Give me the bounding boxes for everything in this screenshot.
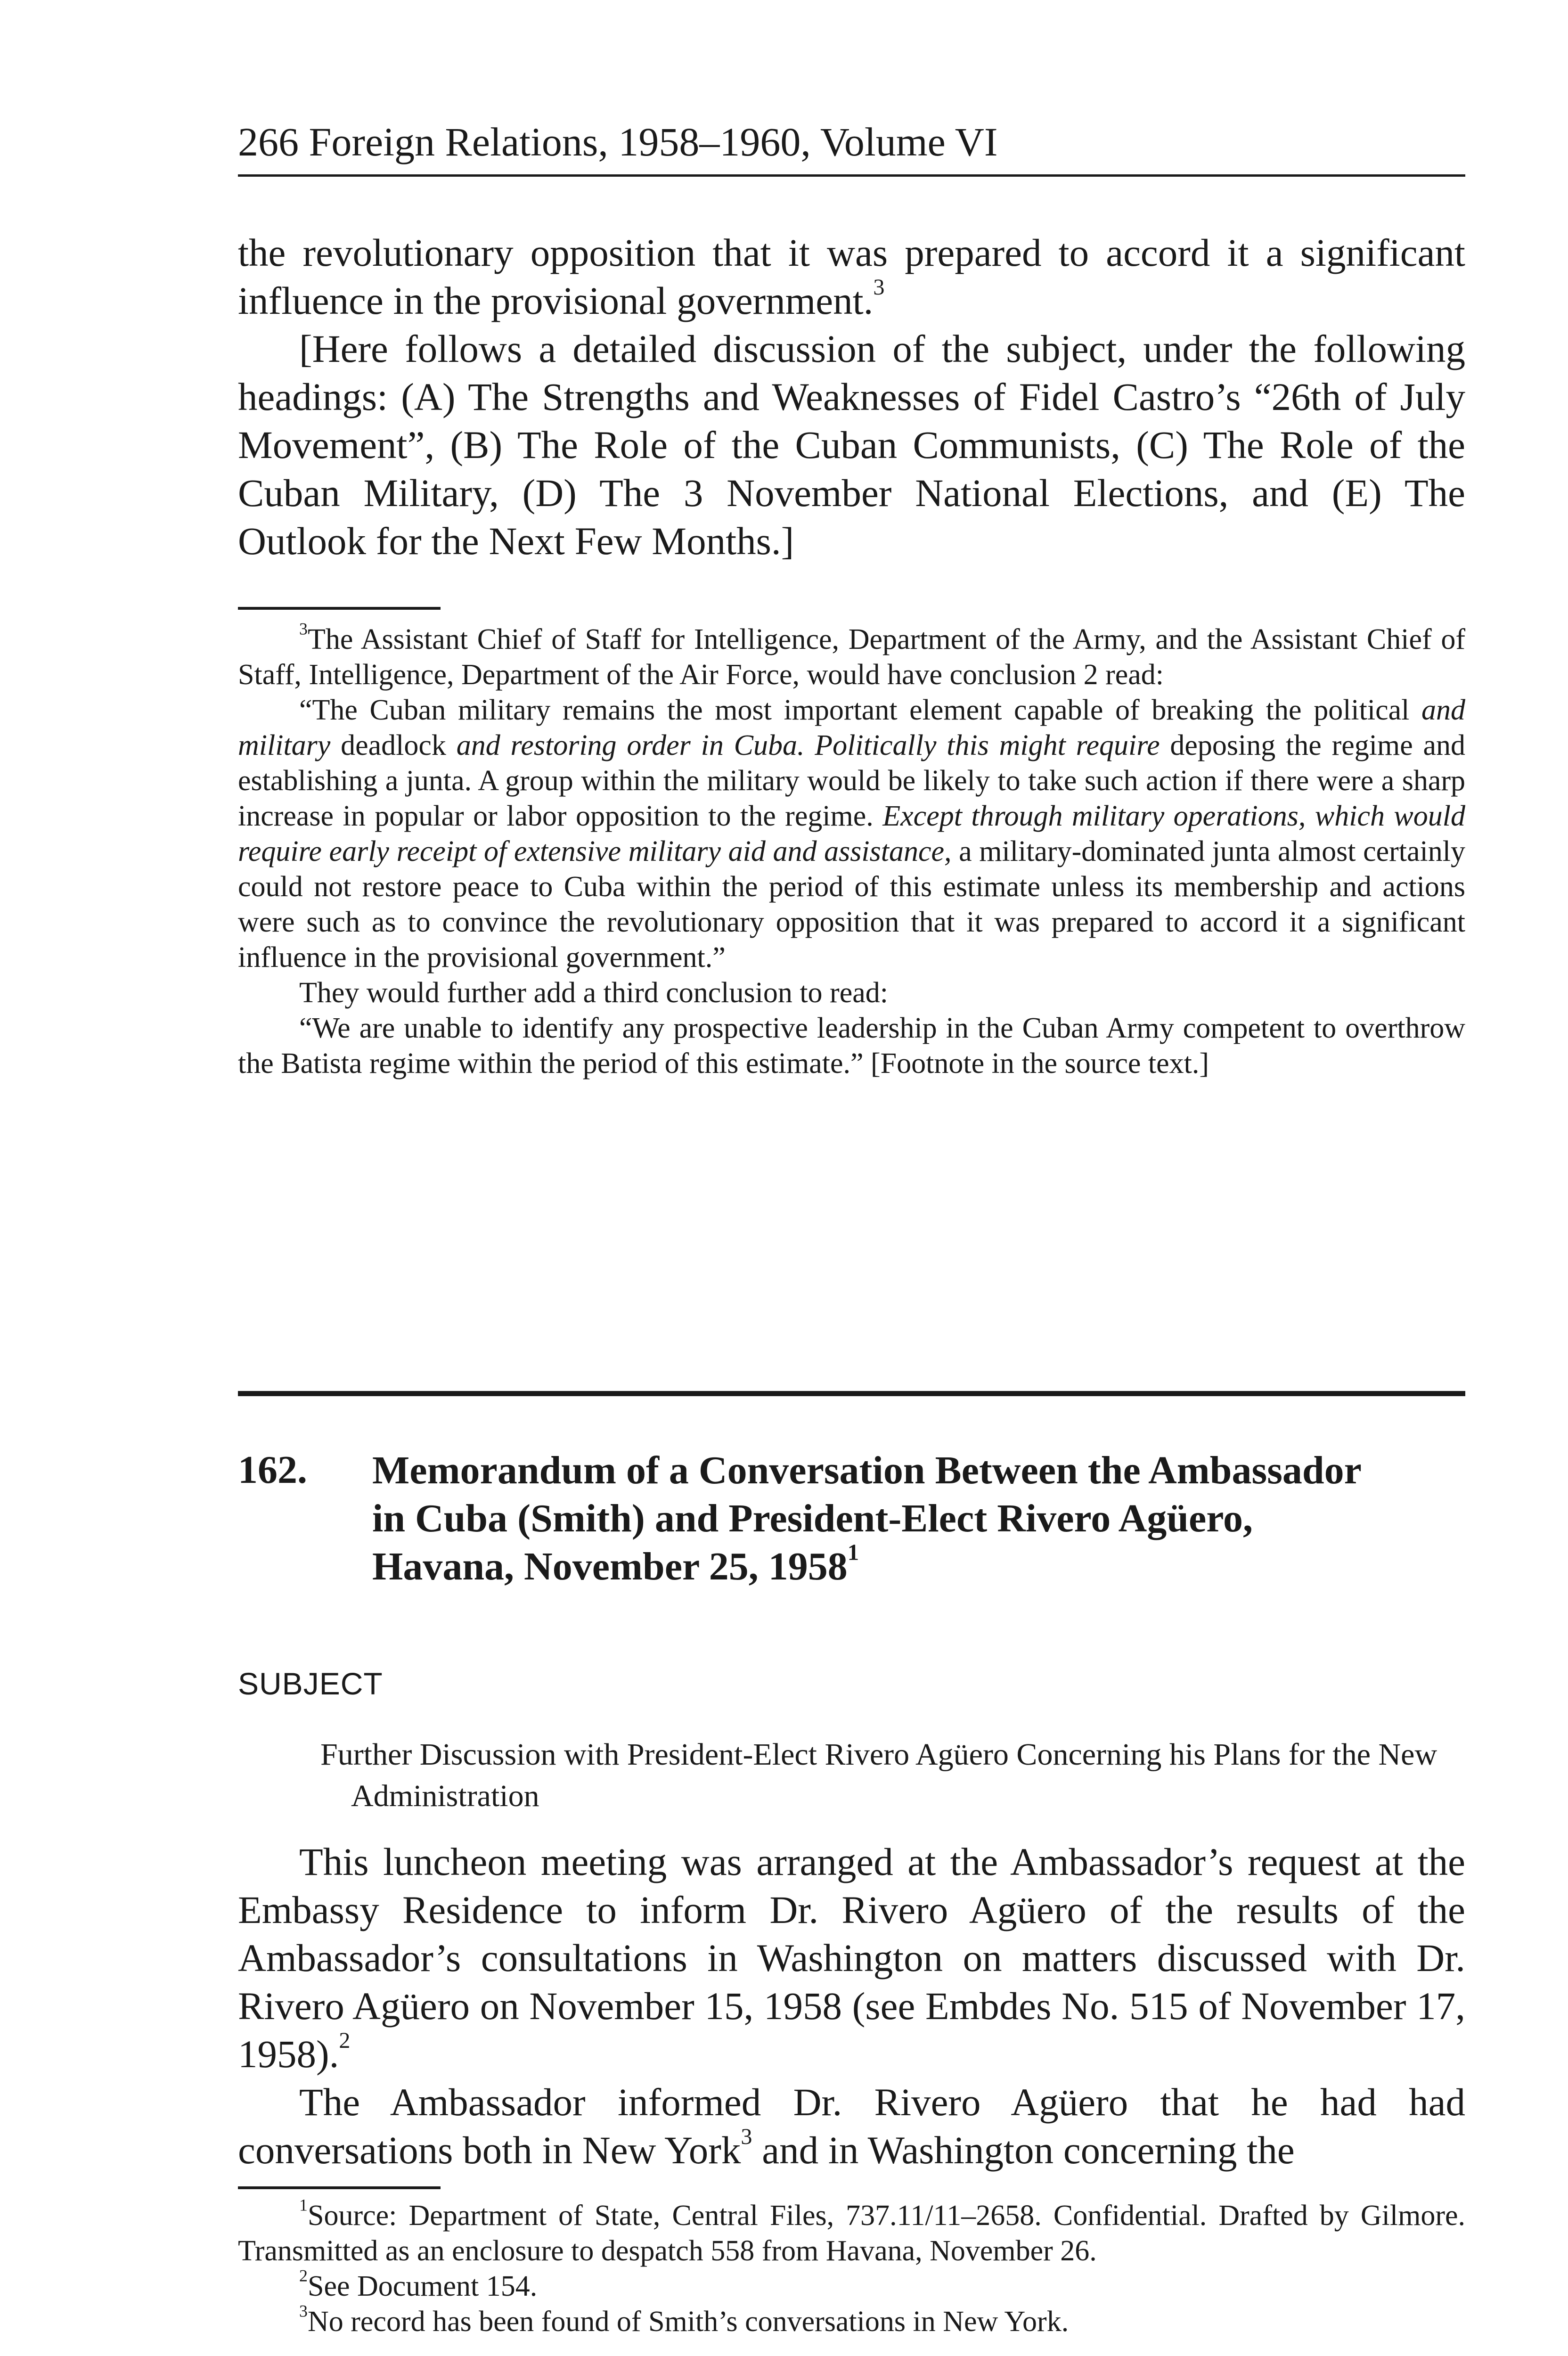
running-header: 266 Foreign Relations, 1958–1960, Volume VI (238, 119, 998, 164)
continued-paragraph (238, 229, 1465, 325)
footnote-rule-top (238, 607, 441, 610)
quote-part: a military-dominated junta almost certainly could not restore peace to Cuba within the period of this estimate unless its membership and actions were such as to convince the revolutionary opposition that it was prepared to accord it a significant influence in the provisional government.” (238, 835, 1466, 973)
title-line-1: Memorandum of a Conversation Between the Ambassador (372, 1448, 1362, 1492)
memo-paragraph-1-text: This luncheon meeting was arranged at the Ambassador’s request at the Embassy Residence to inform Dr. Rivero Agüero of the results of the Ambassador’s consultations in Washington on matters discussed with Dr. Rivero Agüero on November 15, 1958 (see Embdes No. 515 of November 17, 1958). (238, 1840, 1465, 2076)
quote-part: deadlock (341, 729, 446, 761)
subject-text: Further Discussion with President-Elect Rivero Agüero Concerning his Plans for the New Administration (320, 1737, 1437, 1813)
footnote-marker: 1 (299, 2195, 308, 2215)
memo-paragraph-2-text: The Ambassador informed Dr. Rivero Agüero that he had had conversations both in New York (238, 2080, 1465, 2172)
footnote-2-text: See Document 154. (307, 2270, 538, 2302)
editorial-note: [Here follows a detailed discussion of the subject, under the following headings: (A) The Strengths and Weaknesses of Fidel Castro’s “26th of July Movement”, (B) The Role of the Cuban Communists, (C) The Role of the Cuban Military, (D) The 3 November National Elections, and (E) The Outlook for the Next Few Months.] (238, 327, 1465, 563)
footnote-ref: 3 (741, 2124, 752, 2150)
quote-part: “The Cuban military remains the most important element capable of breaking the political (299, 694, 1410, 726)
footnote-marker: 3 (299, 619, 308, 638)
footnote-marker: 3 (299, 2301, 308, 2321)
quote-italic: and restoring order in Cuba. Politically this might require (456, 729, 1160, 761)
footnote-1-text: Source: Department of State, Central Files, 737.11/11–2658. Confidential. Drafted by Gilmore. Transmitted as an enclosure to despatch 558 from Havana, November 26. (238, 2200, 1465, 2267)
continued-paragraph-text: the revolutionary opposition that it was prepared to accord it a significant influence in the provisional government. (238, 231, 1465, 322)
document-number: 162. (238, 1448, 307, 1492)
footnotes-bottom (238, 2195, 1465, 2340)
footnote-ref: 3 (873, 275, 885, 300)
footnote-marker: 2 (299, 2266, 308, 2285)
footnote-rule-bottom (238, 2186, 441, 2189)
quote-italic: and military (238, 694, 1465, 761)
subject-label: SUBJECT (238, 1666, 383, 1701)
quote-italic: Except through military operations, which would require early receipt of extensive military aid and assistance, (238, 800, 1466, 867)
footnote-ref: 1 (847, 1539, 859, 1565)
title-line-3-text: Havana, November 25, 1958 (372, 1545, 848, 1588)
header-rule (238, 174, 1465, 177)
footnote-3-text: No record has been found of Smith’s conversations in New York. (307, 2306, 1069, 2338)
memo-paragraph-1 (238, 1838, 1465, 2078)
footnote-quote-2: “We are unable to identify any prospective leadership in the Cuban Army competent to overthrow the Batista regime within the period of this estimate.” [Footnote in the source text.] (238, 1012, 1465, 1080)
footnote-2 (238, 2266, 1465, 2304)
title-line-2: in Cuba (Smith) and President-Elect Rivero Agüero, (372, 1497, 1253, 1540)
footnote-lead (238, 619, 1465, 693)
memo-body (238, 1838, 1465, 2174)
document-title (372, 1447, 1465, 1591)
quote-part: deposing the regime and establishing a junta. A group within the military would be likely to take such action if there were a sharp increase in popular or labor opposition to the regime. (238, 729, 1466, 832)
title-line-3 (372, 1539, 1465, 1591)
footnote-lead-text: The Assistant Chief of Staff for Intelligence, Department of the Army, and the Assistant Chief of Staff, Intelligence, Department of the Air Force, would have conclusion 2 read: (238, 623, 1465, 691)
footnote-ref: 2 (339, 2028, 351, 2053)
footnote-3 (238, 2301, 1465, 2340)
continued-text (238, 229, 1465, 565)
memo-paragraph-2-text-cont: and in Washington concerning the (762, 2128, 1295, 2172)
footnote-further: They would further add a third conclusion to read: (299, 977, 888, 1009)
footnote-1 (238, 2195, 1465, 2269)
footnote-quote (238, 693, 1465, 975)
footnote-3-top (238, 619, 1466, 1081)
section-rule (238, 1391, 1465, 1396)
memo-paragraph-2 (238, 2078, 1465, 2174)
